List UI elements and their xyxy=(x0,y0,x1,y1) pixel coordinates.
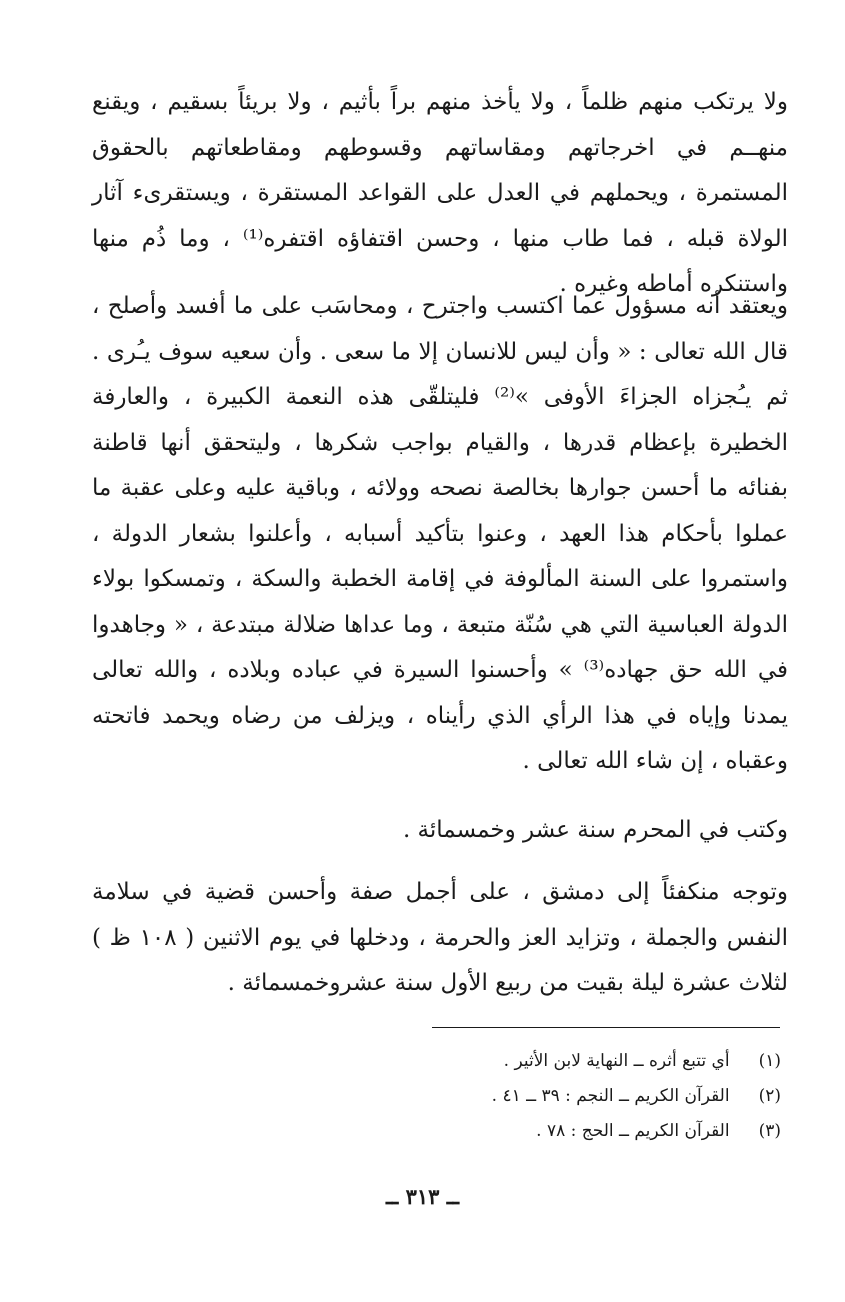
footnote-3 xyxy=(361,1114,781,1149)
footnote-2 xyxy=(361,1079,781,1114)
footnote-number: (١) xyxy=(758,1051,781,1071)
footnote-1 xyxy=(361,1044,781,1079)
body-paragraph-1: ولا يرتكب منهم ظلماً ، ولا يأخذ منهم براً بأثيم ، ولا بريئاً بسقيم ، ويقنع منهــم في اخرجاتهم ومقاساتهم وقسوطهم ومقاطعاتهم بالحقوق المستمرة ، ويحملهم في العدل على القواعد المستقرة ، ويستقرىء آثار الولاة قبله ، فما طاب منها ، وحسن اقتفاؤه اقتفره⁽¹⁾ ، وما ذُم منها واستنكره أماطه وغيره . xyxy=(92,89,788,297)
footnote-number: (٣) xyxy=(758,1121,781,1141)
body-paragraph-4: وتوجه منكفئاً إلى دمشق ، على أجمل صفة وأحسن قضية في سلامة النفس والجملة ، وتزايد العز والحرمة ، ودخلها في يوم الاثنين ( ١٠٨ ظ ) لثلاث عشرة ليلة بقيت من ربيع الأول سنة عشروخمسمائة . xyxy=(92,879,788,996)
body-paragraph-2: ويعتقد أنه مسؤول عما اكتسب واجترح ، ومحاسَب على ما أفسد وأصلح ، قال الله تعالى : « وأن ليس للانسان إلا ما سعى . وأن سعيه سوف يـُرى . ثم يـُجزاه الجزاءَ الأوفى »⁽²⁾ فليتلقّى هذه النعمة الكبيرة ، والعارفة الخطيرة بإعظام قدرها ، والقيام بواجب شكرها ، وليتحقق أنها قاطنة بفنائه ما أحسن جوارها بخالصة نصحه وولائه ، وباقية عليه وعلى عقبة ما عملوا بأحكام هذا العهد ، وعنوا بتأكيد أسبابه ، وأعلنوا بشعار الدولة ، واستمروا على السنة المألوفة في إقامة الخطبة والسكة ، وتمسكوا بولاء الدولة العباسية التي هي سُنّة متبعة ، وما عداها ضلالة مبتدعة ، « وجاهدوا في الله حق جهاده⁽³⁾ » وأحسنوا السيرة في عباده وبلاده ، والله تعالى يمدنا وإياه في هذا الرأي الذي رأيناه ، ويزلف من رضاه ويحمد فاتحته وعقباه ، إن شاء الله تعالى . xyxy=(92,293,788,774)
footnote-divider xyxy=(432,1027,780,1028)
footnote-text: القرآن الكريم ــ الحج : ٧٨ . xyxy=(536,1121,730,1141)
footnotes xyxy=(361,1044,781,1149)
body-paragraph-3: وكتب في المحرم سنة عشر وخمسمائة . xyxy=(402,817,788,843)
footnote-text: أي تتبع أثره ــ النهاية لابن الأثير . xyxy=(503,1051,730,1071)
footnote-text: القرآن الكريم ــ النجم : ٣٩ ــ ٤١ . xyxy=(491,1086,730,1106)
page-number: ــ ٣١٣ ــ xyxy=(385,1184,460,1209)
footnote-number: (٢) xyxy=(758,1086,781,1106)
